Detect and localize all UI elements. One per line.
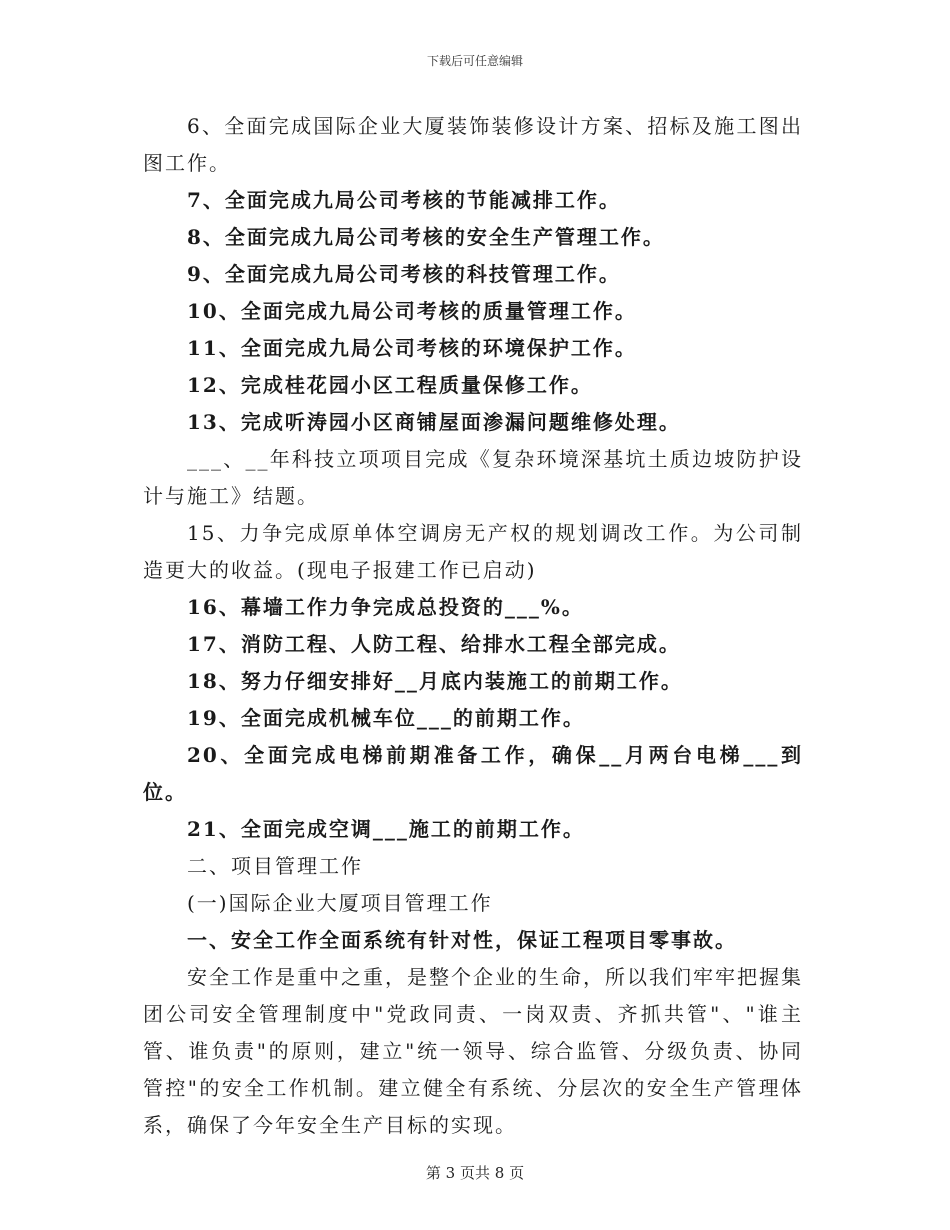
paragraph-10: 10、全面完成九局公司考核的质量管理工作。: [187, 299, 637, 323]
paragraph-19: 19、全面完成机械车位___的前期工作。: [187, 706, 585, 730]
paragraph-21: 21、全面完成空调___施工的前期工作。: [187, 817, 585, 841]
paragraph-14: ___、__年科技立项项目完成《复杂环境深基坑土质边坡防护设计与施工》结题。: [143, 447, 803, 508]
page-footer: 第 3 页共 8 页: [425, 1164, 525, 1182]
subsection-heading: (一)国际企业大厦项目管理工作: [187, 891, 493, 915]
paragraph-17: 17、消防工程、人防工程、给排水工程全部完成。: [187, 632, 681, 656]
safety-body: 安全工作是重中之重，是整个企业的生命，所以我们牢牢把握集团公司安全管理制度中"党政同责、一岗双责、齐抓共管"、"谁主管、谁负责"的原则，建立"统一领导、综合监管、分级负责、协同管控"的安全工作机制。建立健全有系统、分层次的安全生产管理体系，确保了今年安全生产目标的实现。: [143, 965, 803, 1137]
paragraph-12: 12、完成桂花园小区工程质量保修工作。: [187, 373, 593, 397]
page-header: 下载后可任意编辑: [426, 54, 523, 68]
paragraph-6: 6、全面完成国际企业大厦装饰装修设计方案、招标及施工图出图工作。: [143, 114, 803, 175]
paragraph-11: 11、全面完成九局公司考核的环境保护工作。: [187, 336, 637, 360]
paragraph-7: 7、全面完成九局公司考核的节能减排工作。: [187, 188, 621, 212]
paragraph-16: 16、幕墙工作力争完成总投资的___%。: [187, 595, 584, 619]
paragraph-15: 15、力争完成原单体空调房无产权的规划调改工作。为公司制造更大的收益。(现电子报建工作已启动): [143, 521, 803, 582]
paragraph-8: 8、全面完成九局公司考核的安全生产管理工作。: [187, 225, 665, 249]
section-heading: 二、项目管理工作: [187, 854, 363, 878]
safety-heading: 一、安全工作全面系统有针对性，保证工程项目零事故。: [187, 928, 737, 952]
paragraph-18: 18、努力仔细安排好__月底内装施工的前期工作。: [187, 669, 683, 693]
paragraph-13: 13、完成听涛园小区商铺屋面渗漏问题维修处理。: [187, 410, 681, 434]
paragraph-20: 20、全面完成电梯前期准备工作，确保__月两台电梯___到位。: [143, 743, 803, 804]
document-body: [143, 108, 803, 1144]
paragraph-9: 9、全面完成九局公司考核的科技管理工作。: [187, 262, 621, 286]
